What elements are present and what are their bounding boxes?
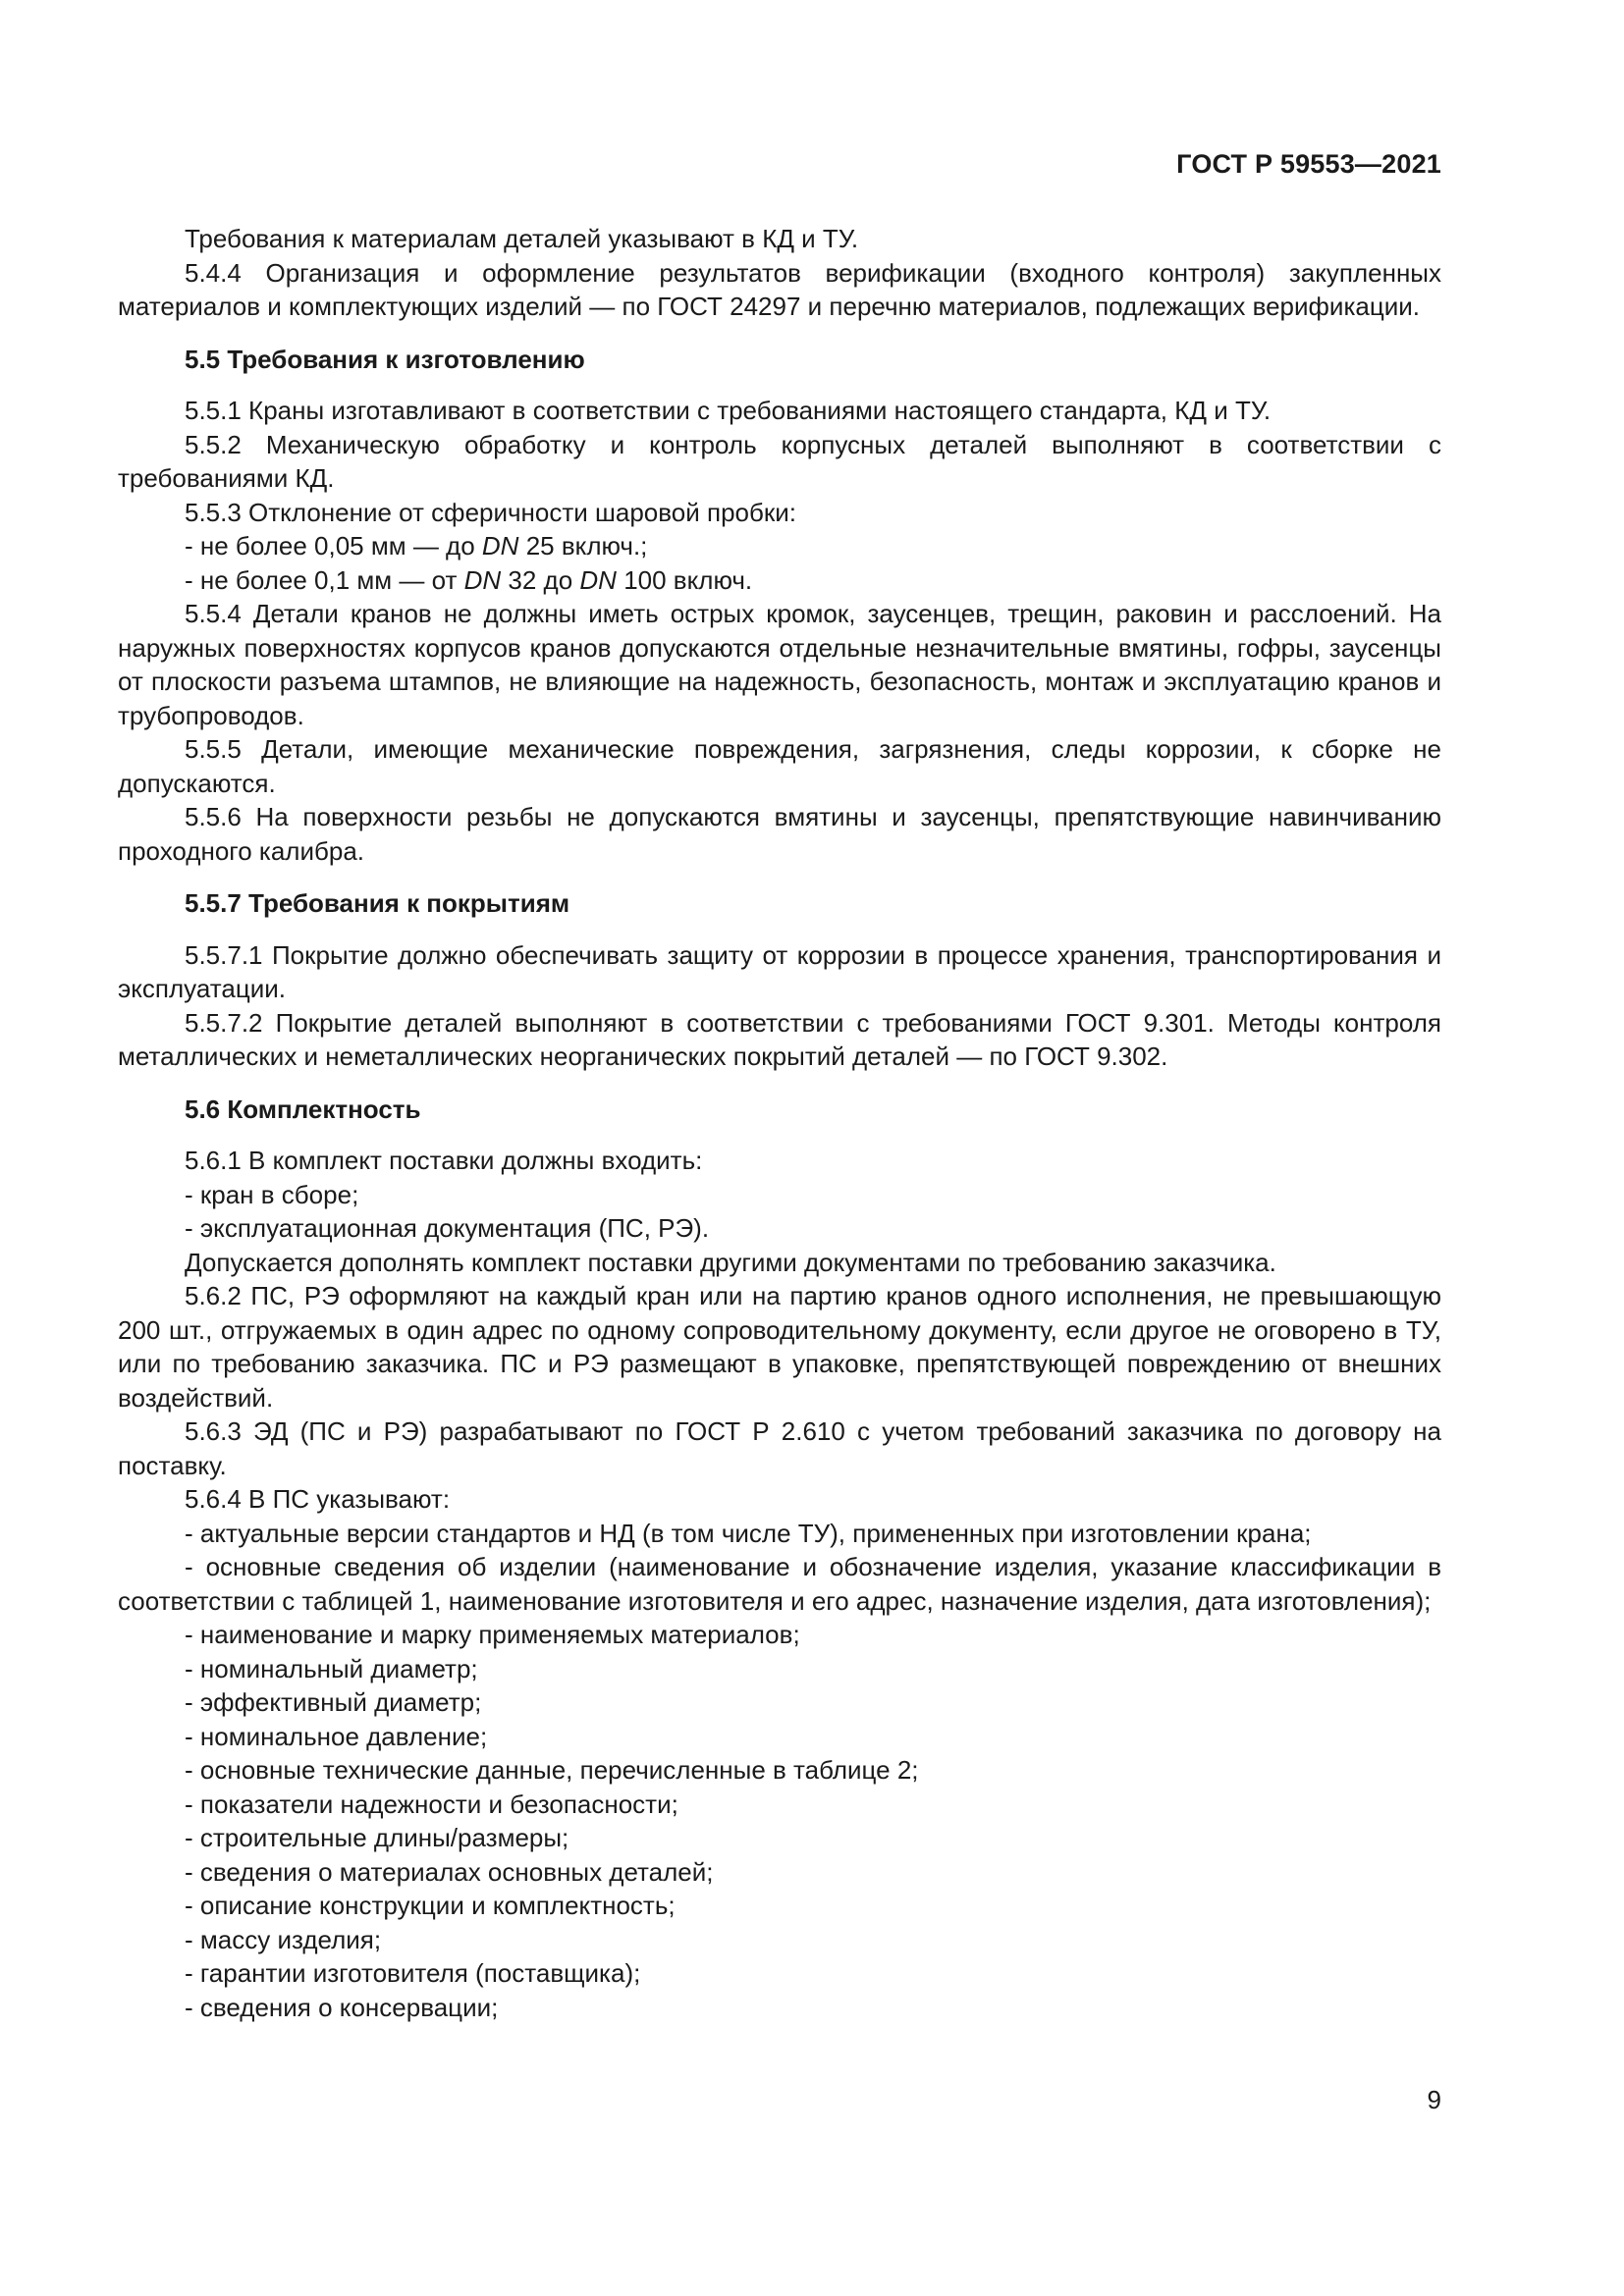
clause-5-5-4: 5.5.4 Детали кранов не должны иметь острых кромок, заусенцев, трещин, раковин и расслоений. На наружных поверхностях корпусов кранов допускаются отдельные незначительные вмятины, гофры, заусенцы от плоскости разъема штампов, не влияющие на надежность, безопасность, монтаж и эксплуатацию кранов и трубопроводов. — [118, 599, 1441, 730]
list-item: - гарантии изготовителя (поставщика); — [185, 1958, 641, 1988]
list-item: - основные технические данные, перечисленные в таблице 2; — [185, 1755, 919, 1785]
section-heading-5-5: 5.5 Требования к изготовлению — [185, 344, 585, 374]
clause-5-5-3: 5.5.3 Отклонение от сферичности шаровой пробки: — [185, 497, 797, 527]
list-item: - показатели надежности и безопасности; — [185, 1789, 678, 1819]
list-item: - эксплуатационная документация (ПС, РЭ). — [185, 1213, 710, 1243]
section-heading-5-5-7: 5.5.7 Требования к покрытиям — [185, 888, 570, 918]
list-item: - не более 0,1 мм — от DN 32 до DN 100 включ. — [185, 564, 753, 595]
document-body — [118, 222, 1441, 2024]
paragraph: Требования к материалам деталей указывают в КД и ТУ. — [185, 224, 859, 253]
clause-5-4-4: 5.4.4 Организация и оформление результатов верификации (входного контроля) закупленных материалов и комплектующих изделий — по ГОСТ 24297 и перечню материалов, подлежащих верификации. — [118, 257, 1441, 321]
list-item: - номинальный диаметр; — [185, 1653, 478, 1683]
list-item: - строительные длины/размеры; — [185, 1823, 569, 1852]
page-number: 9 — [1427, 2085, 1441, 2114]
list-item: - сведения о материалах основных деталей; — [185, 1856, 714, 1887]
clause-5-5-1: 5.5.1 Краны изготавливают в соответствии с требованиями настоящего стандарта, КД и ТУ. — [185, 396, 1272, 425]
clause-5-6-2: 5.6.2 ПС, РЭ оформляют на каждый кран или на партию кранов одного исполнения, не превышающую 200 шт., отгружаемых в один адрес по одному сопроводительному документу, если другое не оговорено в ТУ, или по требованию заказчика. ПС и РЭ размещают в упаковке, препятствующей повреждению от внешних воздействий. — [118, 1281, 1441, 1413]
list-item: - сведения о консервации; — [185, 1992, 499, 2022]
section-heading-5-6: 5.6 Комплектность — [185, 1094, 421, 1124]
clause-5-5-7-1: 5.5.7.1 Покрытие должно обеспечивать защиту от коррозии в процессе хранения, транспортирования и эксплуатации. — [118, 939, 1441, 1003]
clause-5-6-1: 5.6.1 В комплект поставки должны входить: — [185, 1146, 703, 1175]
list-item: - массу изделия; — [185, 1924, 382, 1954]
list-item: - кран в сборе; — [185, 1179, 359, 1209]
list-item: - актуальные версии стандартов и НД (в том числе ТУ), примененных при изготовлении крана; — [185, 1518, 1312, 1548]
list-item: - не более 0,05 мм — до DN 25 включ.; — [185, 531, 648, 561]
standard-designation: ГОСТ Р 59553—2021 — [1176, 149, 1441, 179]
list-item: - наименование и марку применяемых материалов; — [185, 1620, 800, 1649]
list-item: - основные сведения об изделии (наименование и обозначение изделия, указание классификации в соответствии с таблицей 1, наименование изготовителя и его адрес, назначение изделия, дата изготовления); — [118, 1552, 1441, 1616]
clause-5-5-2: 5.5.2 Механическую обработку и контроль корпусных деталей выполняют в соответствии с требованиями КД. — [118, 429, 1441, 493]
clause-5-6-3: 5.6.3 ЭД (ПС и РЭ) разрабатывают по ГОСТ Р 2.610 с учетом требований заказчика по договору на поставку. — [118, 1416, 1441, 1480]
clause-5-5-7-2: 5.5.7.2 Покрытие деталей выполняют в соответствии с требованиями ГОСТ 9.301. Методы контроля металлических и неметаллических неорганических покрытий деталей — по ГОСТ 9.302. — [118, 1007, 1441, 1071]
paragraph: Допускается дополнять комплект поставки другими документами по требованию заказчика. — [185, 1247, 1276, 1277]
list-item: - описание конструкции и комплектность; — [185, 1891, 676, 1920]
clause-5-5-5: 5.5.5 Детали, имеющие механические повреждения, загрязнения, следы коррозии, к сборке не допускаются. — [118, 734, 1441, 798]
clause-5-5-6: 5.5.6 На поверхности резьбы не допускаются вмятины и заусенцы, препятствующие навинчиванию проходного калибра. — [118, 802, 1441, 866]
list-item: - номинальное давление; — [185, 1721, 488, 1751]
clause-5-6-4: 5.6.4 В ПС указывают: — [185, 1484, 451, 1514]
list-item: - эффективный диаметр; — [185, 1687, 482, 1717]
